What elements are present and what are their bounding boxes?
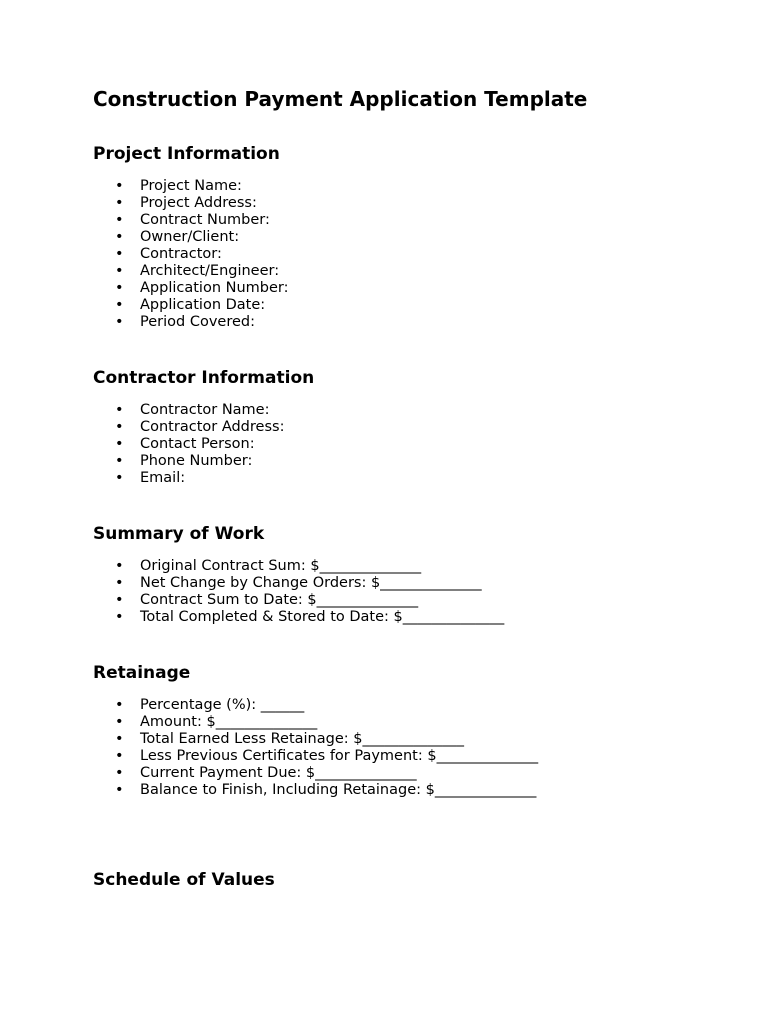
bullet-icon: • (115, 419, 124, 435)
field-contact-person (93, 436, 284, 453)
field-label: Phone Number: (140, 453, 253, 469)
contractor-information-section (93, 367, 733, 486)
retainage-section (93, 662, 733, 798)
field-contract-number (93, 212, 289, 229)
field-total-earned-less-retainage (93, 731, 538, 748)
field-label: Application Number: (140, 280, 289, 296)
section-heading-retainage: Retainage (93, 663, 191, 683)
field-contractor-name (93, 402, 284, 419)
field-label: Current Payment Due: $______________ (140, 765, 417, 781)
field-application-number (93, 280, 289, 297)
bullet-icon: • (115, 714, 124, 730)
schedule-of-values-section (93, 869, 733, 891)
field-label: Less Previous Certificates for Payment: $______________ (140, 748, 539, 764)
bullet-icon: • (115, 592, 124, 608)
field-label: Balance to Finish, Including Retainage: $______________ (140, 782, 537, 798)
field-net-change-orders (93, 575, 504, 592)
summary-field-list (93, 558, 504, 626)
bullet-icon: • (115, 195, 124, 211)
field-label: Total Earned Less Retainage: $______________ (140, 731, 464, 747)
bullet-icon: • (115, 436, 124, 452)
bullet-icon: • (115, 246, 124, 262)
field-phone-number (93, 453, 284, 470)
bullet-icon: • (115, 280, 124, 296)
retainage-field-list (93, 697, 538, 799)
field-original-contract-sum (93, 558, 504, 575)
field-label: Net Change by Change Orders: $______________ (140, 575, 482, 591)
field-label: Contractor Address: (140, 419, 285, 435)
field-label: Owner/Client: (140, 229, 240, 245)
bullet-icon: • (115, 297, 124, 313)
bullet-icon: • (115, 558, 124, 574)
bullet-icon: • (115, 782, 124, 798)
field-label: Contract Sum to Date: $______________ (140, 592, 419, 608)
field-retainage-percentage (93, 697, 538, 714)
project-field-list (93, 178, 289, 331)
summary-of-work-section (93, 523, 733, 625)
section-heading-schedule: Schedule of Values (93, 870, 275, 890)
field-owner-client (93, 229, 289, 246)
bullet-icon: • (115, 212, 124, 228)
bullet-icon: • (115, 263, 124, 279)
bullet-icon: • (115, 229, 124, 245)
field-label: Project Address: (140, 195, 257, 211)
section-heading-summary: Summary of Work (93, 524, 265, 544)
field-contractor (93, 246, 289, 263)
section-heading-contractor: Contractor Information (93, 368, 315, 388)
field-total-completed-stored (93, 609, 504, 626)
field-label: Contact Person: (140, 436, 255, 452)
field-label: Contractor: (140, 246, 222, 262)
field-label: Contract Number: (140, 212, 270, 228)
bullet-icon: • (115, 470, 124, 486)
bullet-icon: • (115, 731, 124, 747)
field-retainage-amount (93, 714, 538, 731)
bullet-icon: • (115, 748, 124, 764)
bullet-icon: • (115, 178, 124, 194)
field-project-address (93, 195, 289, 212)
field-label: Percentage (%): ______ (140, 697, 305, 713)
bullet-icon: • (115, 575, 124, 591)
field-label: Period Covered: (140, 314, 255, 330)
field-balance-to-finish (93, 782, 538, 799)
field-label: Total Completed & Stored to Date: $______________ (140, 609, 505, 625)
field-label: Architect/Engineer: (140, 263, 280, 279)
field-label: Email: (140, 470, 186, 486)
field-email (93, 470, 284, 487)
bullet-icon: • (115, 765, 124, 781)
bullet-icon: • (115, 697, 124, 713)
field-label: Application Date: (140, 297, 266, 313)
field-label: Contractor Name: (140, 402, 270, 418)
project-information-section (93, 143, 733, 330)
field-less-previous-certificates (93, 748, 538, 765)
field-label: Original Contract Sum: $______________ (140, 558, 422, 574)
field-contract-sum-to-date (93, 592, 504, 609)
bullet-icon: • (115, 609, 124, 625)
field-period-covered (93, 314, 289, 331)
field-label: Project Name: (140, 178, 242, 194)
bullet-icon: • (115, 453, 124, 469)
bullet-icon: • (115, 402, 124, 418)
field-label: Amount: $______________ (140, 714, 318, 730)
contractor-field-list (93, 402, 284, 487)
document-title: Construction Payment Application Template (93, 87, 588, 111)
field-current-payment-due (93, 765, 538, 782)
field-contractor-address (93, 419, 284, 436)
field-architect-engineer (93, 263, 289, 280)
field-project-name (93, 178, 289, 195)
bullet-icon: • (115, 314, 124, 330)
section-heading-project: Project Information (93, 144, 280, 164)
field-application-date (93, 297, 289, 314)
